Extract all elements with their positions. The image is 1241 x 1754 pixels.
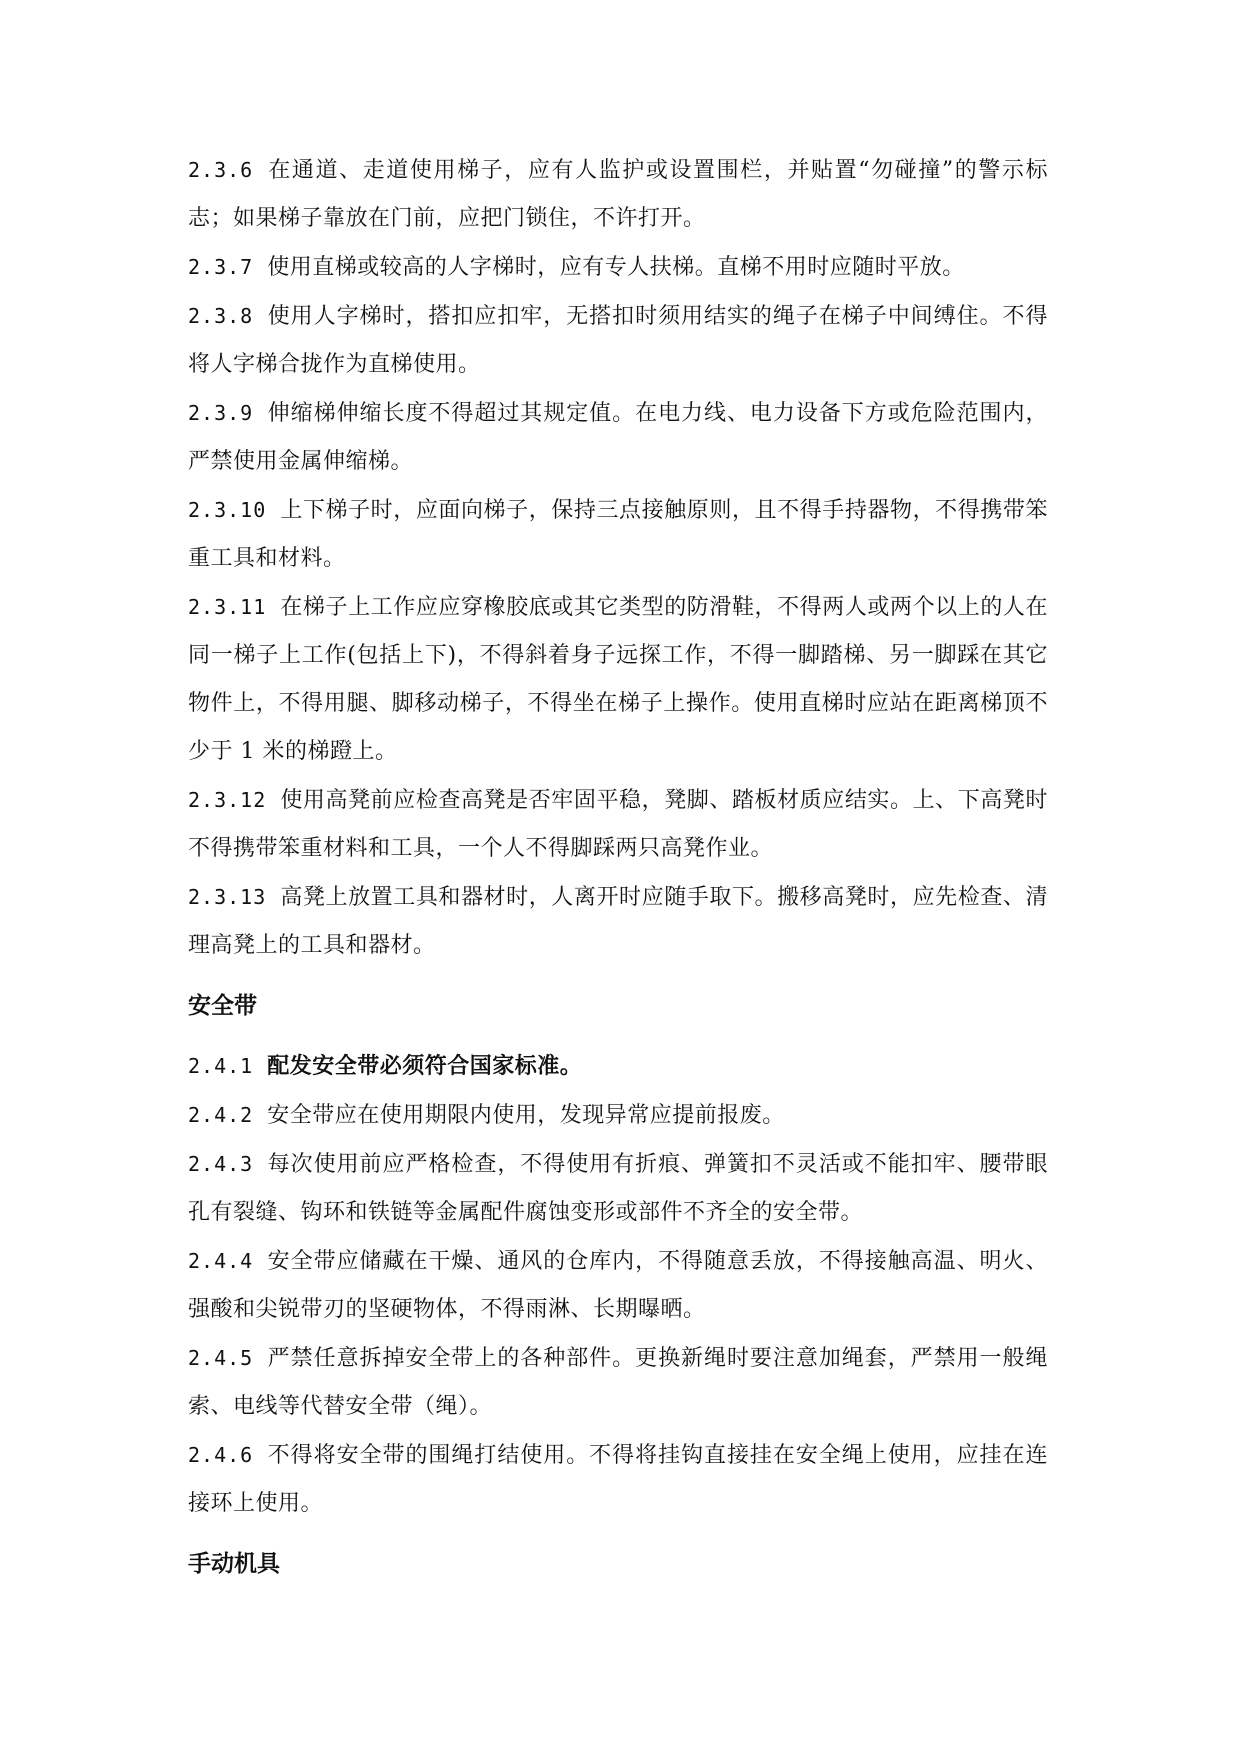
clause-number: 2.4.5 (188, 1346, 254, 1370)
clause-2-4-4 (188, 1237, 1048, 1334)
clause-number: 2.4.6 (188, 1443, 254, 1467)
clause-2-4-1 (188, 1042, 1048, 1091)
clause-2-3-12 (188, 776, 1048, 873)
clause-2-4-6 (188, 1431, 1048, 1528)
clause-text: 伸缩梯伸缩长度不得超过其规定值。在电力线、电力设备下方或危险范围内，严禁使用金属伸缩梯。 (188, 401, 1048, 474)
clause-number: 2.3.7 (188, 255, 254, 279)
clause-text: 安全带应储藏在干燥、通风的仓库内，不得随意丢放，不得接触高温、明火、强酸和尖锐带刃的坚硬物体，不得雨淋、长期曝晒。 (188, 1249, 1048, 1322)
clause-number: 2.4.2 (188, 1103, 254, 1127)
clause-text: 严禁任意拆掉安全带上的各种部件。更换新绳时要注意加绳套，严禁用一般绳索、电线等代替安全带（绳）。 (188, 1346, 1048, 1419)
clause-2-3-10 (188, 486, 1048, 583)
clause-2-3-9 (188, 389, 1048, 486)
clause-number: 2.4.1 (188, 1054, 254, 1078)
clause-number: 2.3.13 (188, 885, 267, 909)
section-heading-hand-tools: 手动机具 (188, 1551, 280, 1577)
clause-text: 使用直梯或较高的人字梯时，应有专人扶梯。直梯不用时应随时平放。 (267, 255, 965, 280)
clause-text: 不得将安全带的围绳打结使用。不得将挂钩直接挂在安全绳上使用，应挂在连接环上使用。 (188, 1443, 1048, 1516)
clause-text: 安全带应在使用期限内使用，发现异常应提前报废。 (267, 1103, 785, 1128)
clause-text: 在梯子上工作应应穿橡胶底或其它类型的防滑鞋，不得两人或两个以上的人在同一梯子上工作(包括上下)，不得斜着身子远探工作，不得一脚踏梯、另一脚踩在其它物件上，不得用腿、脚移动梯子，不得坐在梯子上操作。使用直梯时应站在距离梯顶不少于 1 米的梯蹬上。 (188, 595, 1048, 764)
clause-2-4-5 (188, 1334, 1048, 1431)
clause-number: 2.3.6 (188, 158, 254, 182)
clause-text: 使用高凳前应检查高凳是否牢固平稳，凳脚、踏板材质应结实。上、下高凳时不得携带笨重材料和工具，一个人不得脚踩两只高凳作业。 (188, 788, 1048, 861)
clause-2-3-11 (188, 583, 1048, 776)
clause-text: 在通道、走道使用梯子，应有人监护或设置围栏，并贴置“勿碰撞”的警示标志；如果梯子靠放在门前，应把门锁住，不许打开。 (188, 158, 1048, 231)
clause-text: 高凳上放置工具和器材时，人离开时应随手取下。搬移高凳时，应先检查、清理高凳上的工具和器材。 (188, 885, 1048, 958)
clause-text: 配发安全带必须符合国家标准。 (267, 1054, 583, 1079)
clause-text: 上下梯子时，应面向梯子，保持三点接触原则，且不得手持器物，不得携带笨重工具和材料。 (188, 498, 1048, 571)
clause-2-3-13 (188, 873, 1048, 970)
document-page (188, 146, 1048, 1600)
clause-2-3-8 (188, 292, 1048, 389)
clause-number: 2.3.8 (188, 304, 254, 328)
clause-text: 每次使用前应严格检查，不得使用有折痕、弹簧扣不灵活或不能扣牢、腰带眼孔有裂缝、钩环和铁链等金属配件腐蚀变形或部件不齐全的安全带。 (188, 1152, 1048, 1225)
clause-number: 2.4.3 (188, 1152, 254, 1176)
section-heading-safety-belt: 安全带 (188, 993, 257, 1019)
clause-number: 2.3.11 (188, 595, 267, 619)
clause-number: 2.3.12 (188, 788, 267, 812)
clause-2-4-2 (188, 1091, 1048, 1140)
clause-2-3-6 (188, 146, 1048, 243)
clause-number: 2.3.10 (188, 498, 267, 522)
clause-2-4-3 (188, 1140, 1048, 1237)
clause-number: 2.3.9 (188, 401, 254, 425)
clause-2-3-7 (188, 243, 1048, 292)
clause-number: 2.4.4 (188, 1249, 254, 1273)
clause-text: 使用人字梯时，搭扣应扣牢，无搭扣时须用结实的绳子在梯子中间缚住。不得将人字梯合拢作为直梯使用。 (188, 304, 1048, 377)
